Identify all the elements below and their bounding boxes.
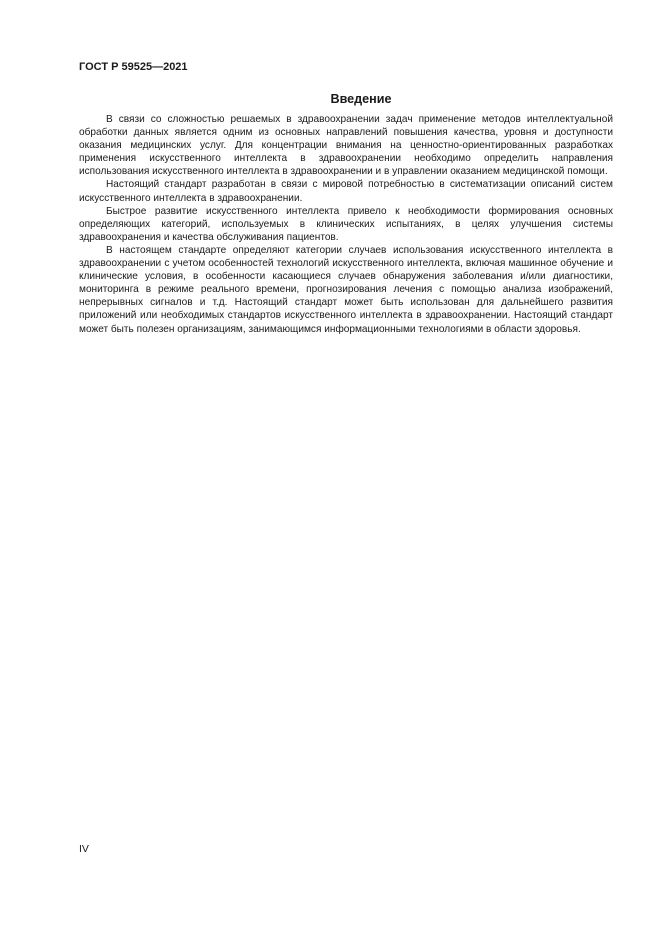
document-header: ГОСТ Р 59525—2021	[79, 61, 188, 73]
section-title: Введение	[330, 92, 392, 106]
paragraph: Настоящий стандарт разработан в связи с мировой потребностью в систематизации описаний систем искусственного интеллекта в здравоохранении.	[79, 179, 613, 204]
body-text	[79, 113, 613, 336]
page-number: IV	[79, 843, 89, 855]
paragraph: В настоящем стандарте определяют категории случаев использования искусственного интеллекта в здравоохранении с учетом особенностей технологий искусственного интеллекта, включая машинное обучение и клинические условия, в особенности касающиеся случаев обнаружения заболевания и/или диагностики, мониторинга в режиме реального времени, прогнозирования лечения с помощью анализа изображений, непрерывных сигналов и т.д. Настоящий стандарт может быть использован для дальнейшего развития приложений или необходимых стандартов искусственного интеллекта в здравоохранении. Настоящий стандарт может быть полезен организациям, занимающимся информационными технологиями в области здоровья.	[79, 244, 613, 335]
paragraph: В связи со сложностью решаемых в здравоохранении задач применение методов интеллектуальной обработки данных является одним из основных направлений повышения качества, уровня и доступности оказания медицинских услуг. Для концентрации внимания на ценностно-ориентированных разработках применения искусственного интеллекта в здравоохранении необходимо определить направления использования искусственного интеллекта в здравоохранении и в управлении оказанием медицинской помощи.	[79, 114, 613, 178]
paragraph: Быстрое развитие искусственного интеллекта привело к необходимости формирования основных определяющих категорий, используемых в клинических испытаниях, в целях улучшения системы здравоохранения и качества обслуживания пациентов.	[79, 205, 613, 243]
